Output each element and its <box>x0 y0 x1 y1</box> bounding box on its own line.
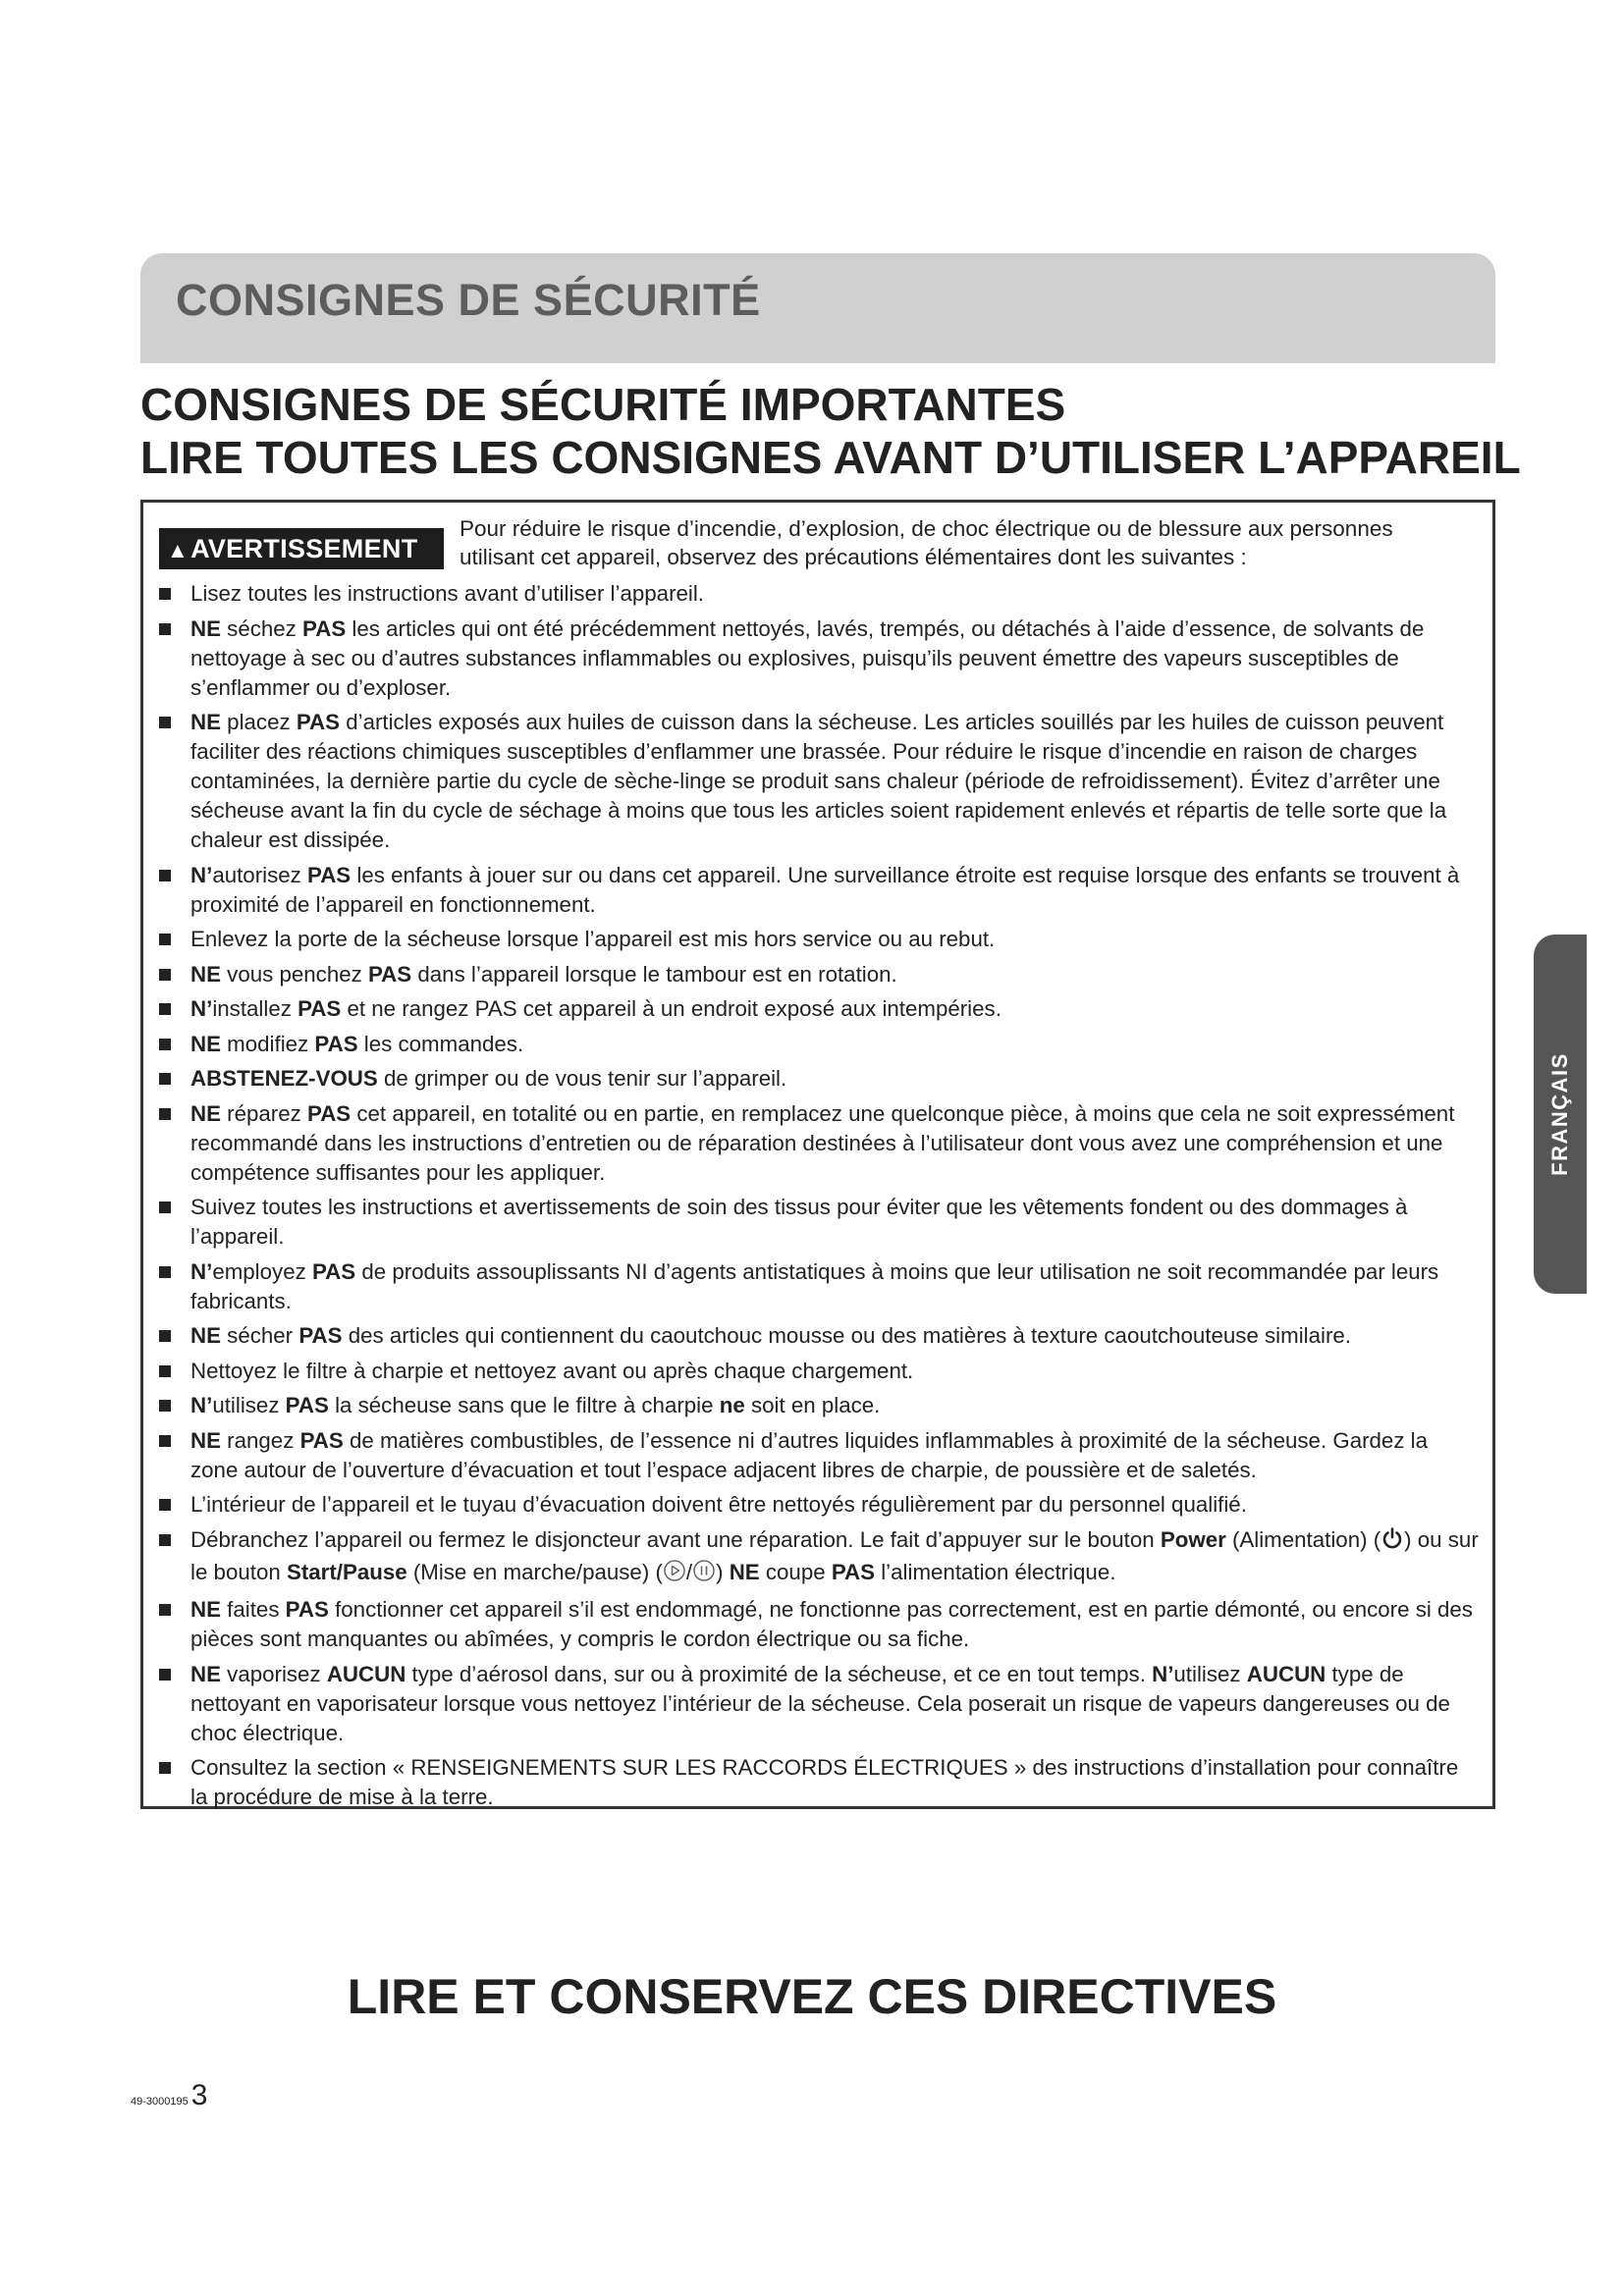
list-item: NE réparez PAS cet appareil, en totalité ou en partie, en remplacez une quelconque pièce, à moins que cela ne soit expressément recommandé dans les instructions d’entretien ou de réparation destinées à l’utilisateur dont vous avez une compréhension et une compétence suffisantes pour les appliquer. <box>155 1099 1481 1188</box>
safety-rules-list <box>155 579 1481 1818</box>
list-item: NE séchez PAS les articles qui ont été précédemment nettoyés, lavés, trempés, ou détachés à l’aide d’essence, de solvants de nettoyage à sec ou d’autres substances inflammables ou explosives, puisqu’ils peuvent émettre des vapeurs susceptibles de s’enflammer ou d’exploser. <box>155 614 1481 703</box>
list-item: Lisez toutes les instructions avant d’utiliser l’appareil. <box>155 579 1481 609</box>
list-item: ABSTENEZ-VOUS de grimper ou de vous tenir sur l’appareil. <box>155 1064 1481 1094</box>
list-item: Suivez toutes les instructions et avertissements de soin des tissus pour éviter que les vêtements fondent ou des dommages à l’appareil. <box>155 1193 1481 1252</box>
list-item: L’intérieur de l’appareil et le tuyau d’évacuation doivent être nettoyés régulièrement par du personnel qualifié. <box>155 1490 1481 1520</box>
page-number: 3 <box>190 2079 208 2111</box>
list-item: NE modifiez PAS les commandes. <box>155 1030 1481 1059</box>
warning-badge <box>159 528 444 569</box>
document-code: 49-3000195 <box>131 2096 189 2108</box>
language-tab <box>1534 934 1587 1294</box>
warning-intro: Pour réduire le risque d’incendie, d’explosion, de choc électrique ou de blessure aux personnes utilisant cet appareil, observez des précautions élémentaires dont les suivantes : <box>460 516 1393 569</box>
list-item: NE faites PAS fonctionner cet appareil s’il est endommagé, ne fonctionne pas correctement, est en partie démonté, ou encore si des pièces sont manquantes ou abîmées, y compris le cordon électrique ou sa fiche. <box>155 1595 1481 1654</box>
list-item: NE vaporisez AUCUN type d’aérosol dans, sur ou à proximité de la sécheuse, et ce en tout temps. N’utilisez AUCUN type de nettoyant en vaporisateur lorsque vous nettoyez l’intérieur de la sécheuse. Cela poserait un risque de vapeurs dangereuses ou de choc électrique. <box>155 1660 1481 1748</box>
list-item: N’installez PAS et ne rangez PAS cet appareil à un endroit exposé aux intempéries. <box>155 994 1481 1024</box>
main-heading-line-2: LIRE TOUTES LES CONSIGNES AVANT D’UTILISER L’APPAREIL <box>140 432 1521 483</box>
warning-box <box>140 500 1495 1809</box>
main-heading-line-1: CONSIGNES DE SÉCURITÉ IMPORTANTES <box>140 379 1066 430</box>
closing-heading: LIRE ET CONSERVEZ CES DIRECTIVES <box>347 1969 1277 2024</box>
list-item: NE sécher PAS des articles qui contiennent du caoutchouc mousse ou des matières à texture caoutchouteuse similaire. <box>155 1321 1481 1351</box>
warning-header <box>159 514 1475 577</box>
play-icon <box>663 1559 686 1590</box>
list-item: NE vous penchez PAS dans l’appareil lorsque le tambour est en rotation. <box>155 960 1481 989</box>
section-title: CONSIGNES DE SÉCURITÉ <box>176 275 761 325</box>
list-item: Nettoyez le filtre à charpie et nettoyez avant ou après chaque chargement. <box>155 1357 1481 1386</box>
list-item: Débranchez l’appareil ou fermez le disjoncteur avant une réparation. Le fait d’appuyer sur le bouton Power (Alimentation) ( ) ou sur le bouton Start/Pause (Mise en marche/pause) ( / ) NE coupe PAS l’alimentation électrique. <box>155 1525 1481 1590</box>
list-item: NE placez PAS d’articles exposés aux huiles de cuisson dans la sécheuse. Les articles souillés par les huiles de cuisson peuvent faciliter des réactions chimiques susceptibles d’enflammer une brassée. Pour réduire le risque d’incendie en raison de charges contaminées, la dernière partie du cycle de sèche-linge se produit sans chaleur (période de refroidissement). Évitez d’arrêter une sécheuse avant la fin du cycle de séchage à moins que tous les articles soient rapidement enlevés et répartis de telle sorte que la chaleur est dissipée. <box>155 708 1481 855</box>
page-footer <box>131 2079 207 2112</box>
list-item: N’autorisez PAS les enfants à jouer sur ou dans cet appareil. Une surveillance étroite est requise lorsque des enfants se trouvent à proximité de l’appareil en fonctionnement. <box>155 861 1481 920</box>
section-banner <box>140 253 1495 363</box>
power-icon <box>1380 1526 1404 1558</box>
list-item: Enlevez la porte de la sécheuse lorsque l’appareil est mis hors service ou au rebut. <box>155 925 1481 954</box>
list-item: Consultez la section « RENSEIGNEMENTS SUR LES RACCORDS ÉLECTRIQUES » des instructions d’installation pour connaître la procédure de mise à la terre. <box>155 1753 1481 1812</box>
main-heading <box>140 378 1535 484</box>
list-item: N’utilisez PAS la sécheuse sans que le filtre à charpie ne soit en place. <box>155 1391 1481 1420</box>
list-item: NE rangez PAS de matières combustibles, de l’essence ni d’autres liquides inflammables à proximité de la sécheuse. Gardez la zone autour de l’ouverture d’évacuation et tout l’espace adjacent libres de charpie, de poussière et de saletés. <box>155 1426 1481 1485</box>
pause-icon <box>692 1559 716 1590</box>
warning-badge-label: AVERTISSEMENT <box>190 534 418 563</box>
warning-triangle-icon: ▲ <box>167 538 189 562</box>
language-tab-label: FRANÇAIS <box>1547 1052 1572 1176</box>
list-item: N’employez PAS de produits assouplissants NI d’agents antistatiques à moins que leur utilisation ne soit recommandée par leurs fabricants. <box>155 1257 1481 1316</box>
